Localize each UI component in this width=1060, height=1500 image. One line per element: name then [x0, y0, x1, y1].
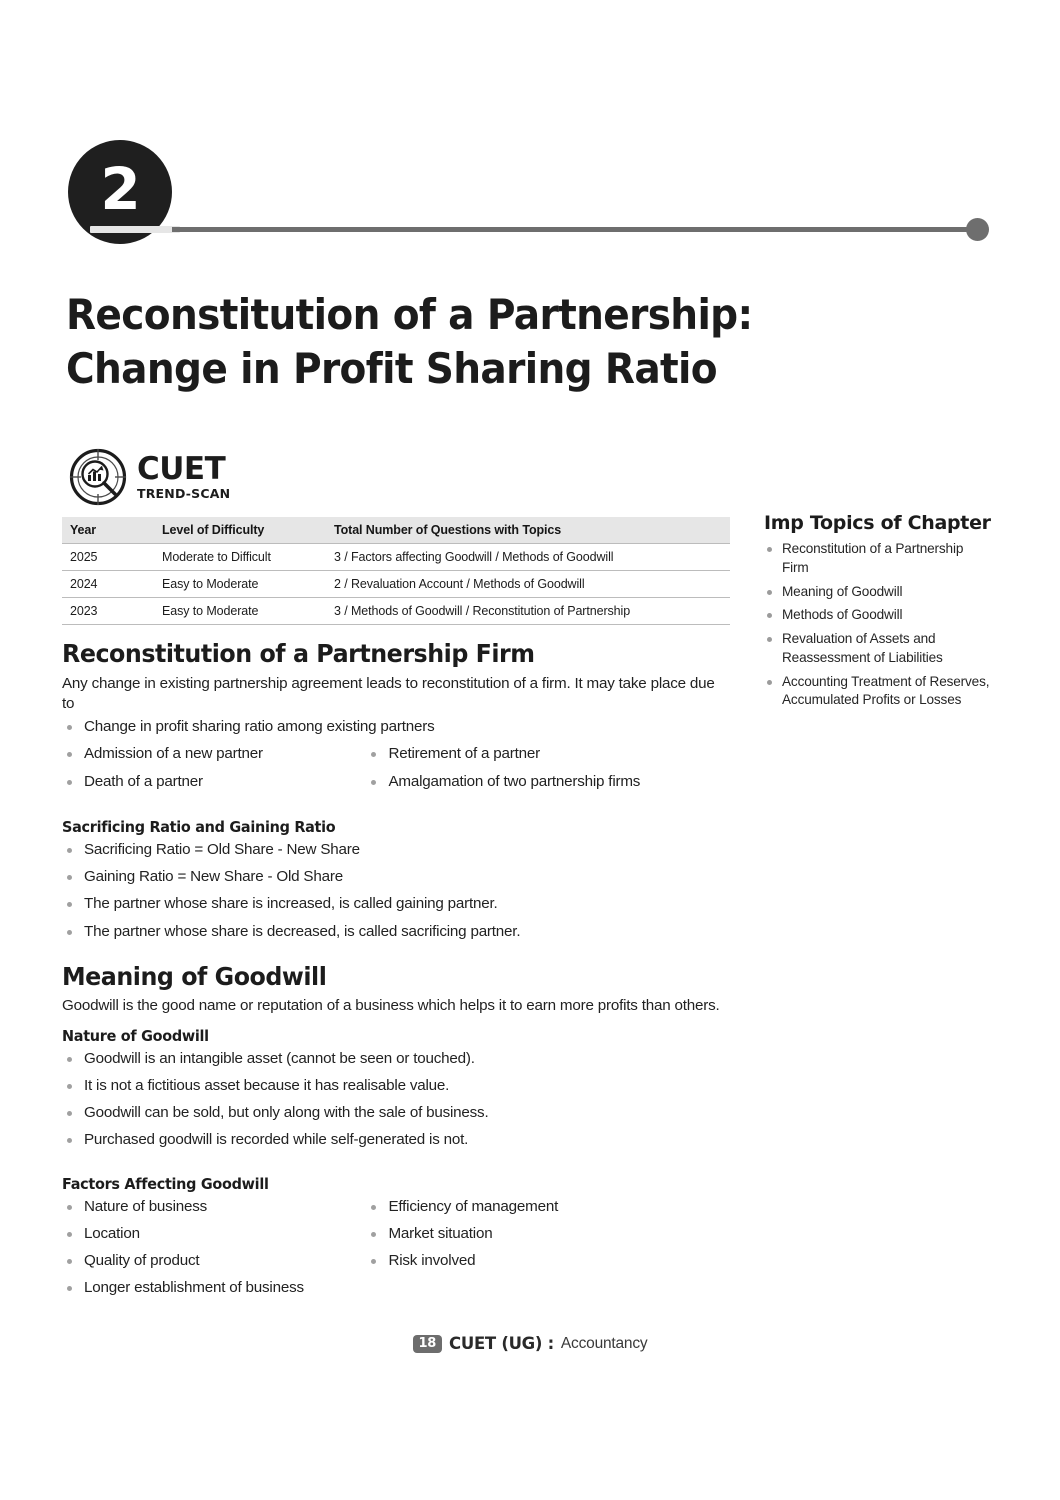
imp-topics-panel [764, 512, 992, 715]
list-item: Accounting Treatment of Reserves, Accumulated Profits or Losses [764, 673, 992, 711]
cell-difficulty: Easy to Moderate [154, 571, 326, 598]
list-item: Amalgamation of two partnership firms [366, 772, 666, 792]
paragraph-reconstitution-intro: Any change in existing partnership agreement leads to reconstitution of a firm. It may take place due to [62, 674, 715, 712]
trend-scan-subtitle: TREND-SCAN [137, 485, 231, 501]
trend-scan-table [62, 517, 730, 625]
bullet-list-factors [62, 1197, 730, 1299]
spacer [62, 949, 730, 963]
list-item: Goodwill is an intangible asset (cannot be seen or touched). [62, 1049, 730, 1069]
page-title-line-1: Reconstitution of a Partnership: [66, 290, 753, 339]
footer-title: CUET (UG) : [449, 1334, 554, 1353]
chapter-number: 2 [100, 155, 140, 223]
column-header-difficulty: Level of Difficulty [154, 517, 326, 544]
list-item: Nature of business [62, 1197, 362, 1217]
list-item: Death of a partner [62, 772, 362, 792]
list-item: Retirement of a partner [366, 744, 666, 764]
spacer [62, 801, 730, 808]
subheading-sacrificing-gaining-ratio: Sacrificing Ratio and Gaining Ratio [62, 817, 336, 836]
list-item: Methods of Goodwill [764, 606, 992, 625]
list-item: Change in profit sharing ratio among existing partners [62, 717, 752, 737]
chapter-rule-dot-icon [966, 218, 989, 241]
badge-underbar [90, 226, 180, 233]
list-item: Purchased goodwill is recorded while self-generated is not. [62, 1130, 730, 1150]
table-row [62, 544, 730, 571]
list-item: Efficiency of management [366, 1197, 666, 1217]
cell-questions: 3 / Methods of Goodwill / Reconstitution of Partnership [326, 598, 730, 625]
list-item: It is not a fictitious asset because it has realisable value. [62, 1076, 730, 1096]
table-row [62, 571, 730, 598]
page-footer [0, 1334, 1060, 1353]
cell-difficulty: Moderate to Difficult [154, 544, 326, 571]
list-item: The partner whose share is decreased, is called sacrificing partner. [62, 922, 730, 942]
list-item: Quality of product [62, 1251, 362, 1271]
cell-questions: 3 / Factors affecting Goodwill / Methods of Goodwill [326, 544, 730, 571]
subheading-nature-of-goodwill: Nature of Goodwill [62, 1026, 209, 1045]
imp-topics-list [764, 540, 992, 710]
cell-difficulty: Easy to Moderate [154, 598, 326, 625]
list-item: Admission of a new partner [62, 744, 362, 764]
bullet-list-reconstitution [62, 717, 730, 799]
page-number-badge: 18 [413, 1335, 443, 1353]
list-item: Gaining Ratio = New Share - Old Share [62, 867, 730, 887]
list-item: Meaning of Goodwill [764, 583, 992, 602]
cell-year: 2023 [62, 598, 154, 625]
trend-scan-logo [68, 447, 230, 507]
column-header-questions: Total Number of Questions with Topics [326, 517, 730, 544]
list-item: The partner whose share is increased, is called gaining partner. [62, 894, 730, 914]
paragraph-goodwill-intro: Goodwill is the good name or reputation of a business which helps it to earn more profits than others. [62, 997, 720, 1015]
column-header-year: Year [62, 517, 154, 544]
list-item: Market situation [366, 1224, 666, 1244]
list-item: Longer establishment of business [62, 1278, 752, 1298]
cell-questions: 2 / Revaluation Account / Methods of Goodwill [326, 571, 730, 598]
section-heading-reconstitution: Reconstitution of a Partnership Firm [62, 639, 535, 668]
page-title-line-2: Change in Profit Sharing Ratio [66, 343, 717, 393]
trend-scan-wordmark [137, 450, 231, 501]
cell-year: 2024 [62, 571, 154, 598]
chapter-rule-line [172, 227, 978, 232]
imp-topics-title: Imp Topics of Chapter [764, 512, 991, 534]
list-item: Reconstitution of a Partnership Firm [764, 540, 992, 578]
list-item: Goodwill can be sold, but only along with the sale of business. [62, 1103, 730, 1123]
bullet-list-ratio [62, 840, 730, 942]
bullet-list-nature [62, 1049, 730, 1151]
list-item: Revaluation of Assets and Reassessment of Liabilities [764, 630, 992, 668]
table-header-row [62, 517, 730, 544]
table-row [62, 598, 730, 625]
spacer [62, 1158, 730, 1165]
list-item: Location [62, 1224, 362, 1244]
list-item: Sacrificing Ratio = Old Share - New Share [62, 840, 730, 860]
footer-subject: Accountancy [560, 1334, 648, 1352]
main-content [62, 640, 730, 1305]
chapter-header [68, 140, 992, 250]
list-item: Risk involved [366, 1251, 666, 1271]
section-heading-meaning-of-goodwill: Meaning of Goodwill [62, 961, 327, 991]
trend-scan-brand: CUET [137, 450, 226, 487]
page-title [66, 288, 884, 396]
target-magnifier-chart-icon [68, 447, 128, 507]
subheading-factors-affecting-goodwill: Factors Affecting Goodwill [62, 1174, 269, 1193]
cell-year: 2025 [62, 544, 154, 571]
